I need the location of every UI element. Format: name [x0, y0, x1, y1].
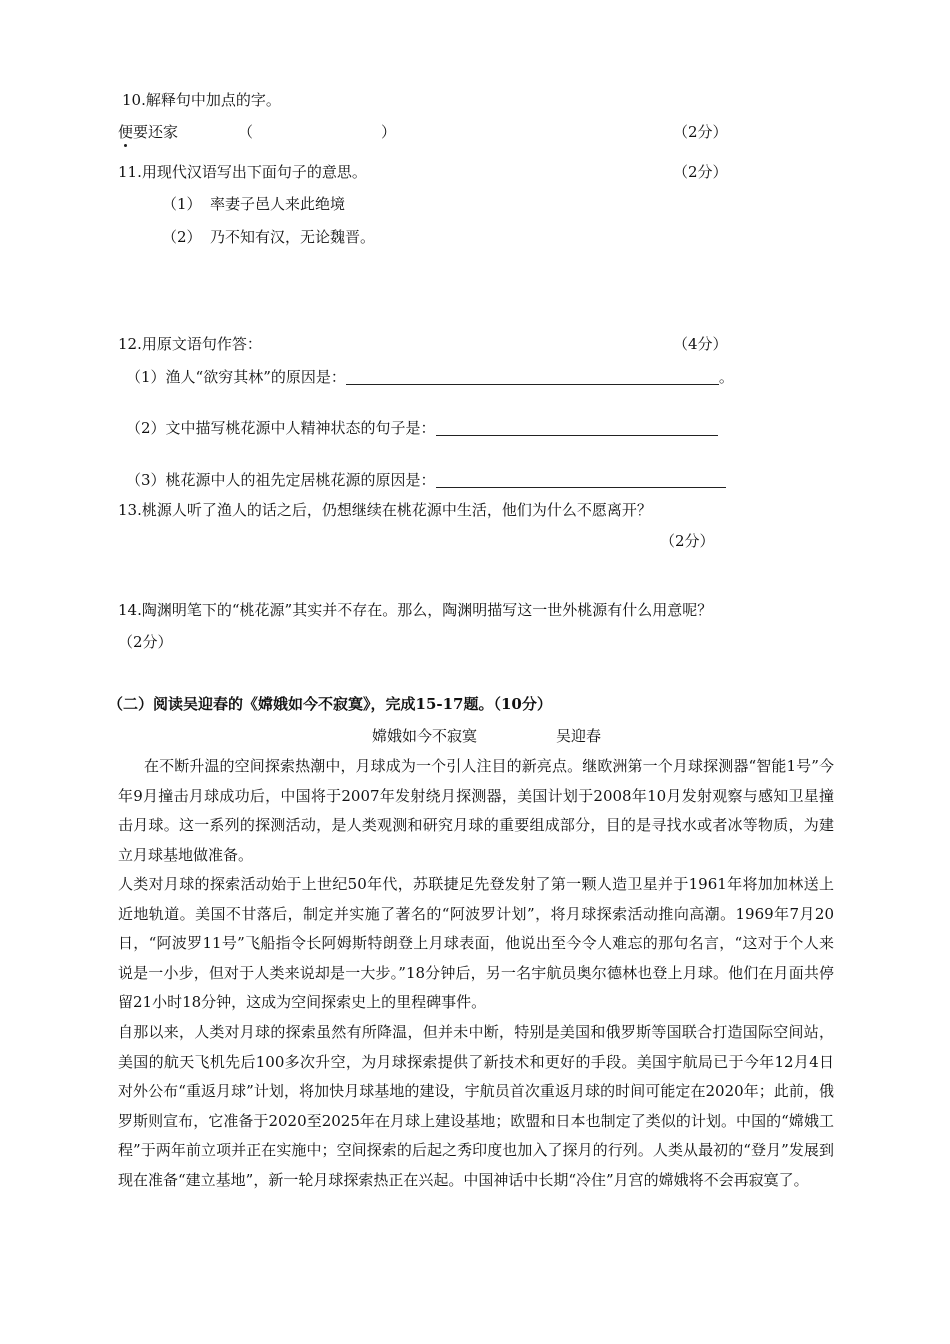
- article-paragraph-3: 自那以来，人类对月球的探索虽然有所降温，但并未中断，特别是美国和俄罗斯等国联合打造国际空间站，美国的航天飞机先后100多次升空，为月球探索提供了新技术和更好的手段。美国宇航局已于今年12月4日对外公布“重返月球”计划，将加快月球基地的建设，宇航员首次重返月球的时间可能定在2020年；此前，俄罗斯则宣布，它准备于2020至2025年在月球上建设基地；欧盟和日本也制定了类似的计划。中国的“嫦娥工程”于两年前立项并正在实施中；空间探索的后起之秀印度也加入了探月的行列。人类从最初的“登月”发展到现在准备“建立基地”，新一轮月球探索热正在兴起。中国神话中长期“冷住”月宫的嫦娥将不会再寂寞了。: [118, 1023, 834, 1189]
- article-body-3: [118, 1018, 834, 1195]
- q12-item-1: [126, 367, 734, 387]
- q10-answer-paren-close: ）: [381, 123, 397, 141]
- section2-heading: （二）阅读吴迎春的《嫦娥如今不寂寞》，完成15-17题。（10分）: [108, 695, 552, 713]
- q12-score: （4分）: [673, 335, 728, 353]
- q11-item-1-text: 率妻子邑人来此绝境: [210, 195, 346, 213]
- q13-prompt: 13.桃源人听了渔人的话之后，仍想继续在桃花源中生活，他们为什么不愿离开？: [118, 501, 652, 519]
- q12-item-1-end: 。: [718, 368, 734, 386]
- q12-item-2-blank[interactable]: [436, 419, 718, 436]
- q11-item-2-text: 乃不知有汉，无论魏晋。: [210, 228, 376, 246]
- q10-score: （2分）: [673, 123, 728, 141]
- q10-phrase-dotted-char: 便: [118, 123, 134, 141]
- q11-prompt: 11.用现代汉语写出下面句子的意思。: [118, 163, 367, 181]
- q11-score: （2分）: [673, 163, 728, 181]
- q12-prompt: 12.用原文语句作答：: [118, 335, 262, 353]
- q12-item-3: [126, 470, 726, 490]
- article-body-2: [118, 870, 834, 1018]
- q12-item-3-text: （3）桃花源中人的祖先定居桃花源的原因是：: [126, 471, 436, 489]
- q10-phrase-rest: 要还家: [133, 123, 179, 141]
- q12-item-2: [126, 418, 718, 438]
- q12-item-1-text: （1）渔人“欲穷其林”的原因是：: [126, 368, 346, 386]
- q10-phrase: [118, 122, 178, 142]
- article-title: 嫦娥如今不寂寞: [372, 727, 478, 745]
- q14-score: （2分）: [118, 633, 173, 651]
- article-paragraph-2: 人类对月球的探索活动始于上世纪50年代，苏联捷足先登发射了第一颗人造卫星并于1961年将加加林送上近地轨道。美国不甘落后，制定并实施了著名的“阿波罗计划”，将月球探索活动推向高潮。1969年7月20日，“阿波罗11号”飞船指令长阿姆斯特朗登上月球表面，他说出至今令人难忘的那句名言，“这对于个人来说是一小步，但对于人类来说却是一大步。”18分钟后，另一名宇航员奥尔德林也登上月球。他们在月面共停留21小时18分钟，这成为空间探索史上的里程碑事件。: [118, 875, 834, 1011]
- q10-answer-paren-open: （: [238, 123, 254, 141]
- q14-prompt: 14.陶渊明笔下的“桃花源”其实并不存在。那么，陶渊明描写这一世外桃源有什么用意呢？: [118, 601, 713, 619]
- article-body: [118, 752, 834, 870]
- q13-score: （2分）: [660, 532, 715, 550]
- q11-item-2-num: （2）: [162, 228, 202, 246]
- q10-prompt: 10.解释句中加点的字。: [122, 91, 281, 109]
- article-paragraph-1: 在不断升温的空间探索热潮中，月球成为一个引人注目的新亮点。继欧洲第一个月球探测器“智能1号”今年9月撞击月球成功后，中国将于2007年发射绕月探测器，美国计划于2008年10月发射观察与感知卫星撞击月球。这一系列的探测活动，是人类观测和研究月球的重要组成部分，目的是寻找水或者冰等物质，为建立月球基地做准备。: [118, 757, 834, 864]
- article-author: 吴迎春: [556, 727, 602, 745]
- q12-item-2-text: （2）文中描写桃花源中人精神状态的句子是：: [126, 419, 436, 437]
- q12-item-3-blank[interactable]: [436, 471, 726, 488]
- q12-item-1-blank[interactable]: [346, 368, 719, 385]
- q11-item-1-num: （1）: [162, 195, 202, 213]
